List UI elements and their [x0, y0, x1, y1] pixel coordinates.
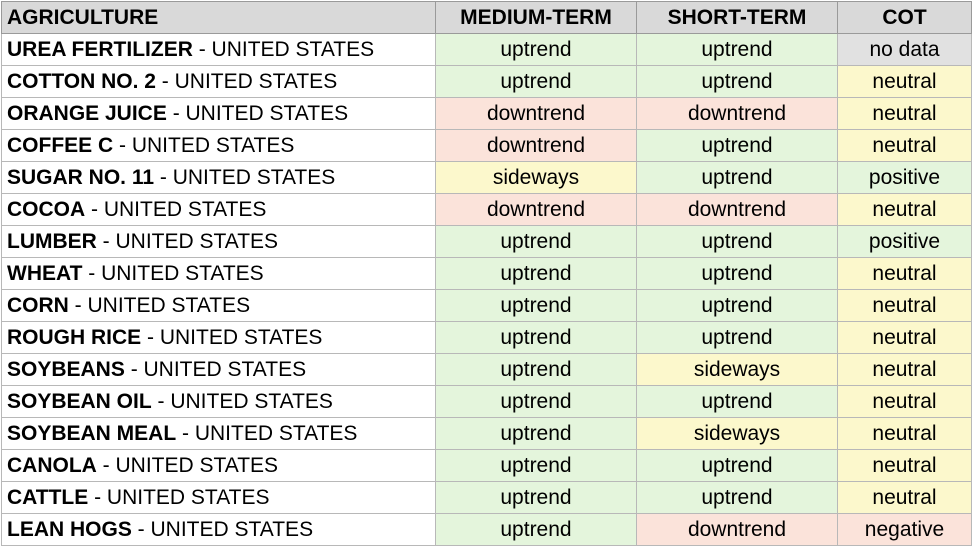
- medium-term-cell: uptrend: [436, 34, 637, 66]
- short-term-cell: uptrend: [637, 34, 838, 66]
- commodity-region: - UNITED STATES: [176, 421, 358, 445]
- commodity-name: UREA FERTILIZER: [7, 37, 193, 61]
- commodity-name: SOYBEAN OIL: [7, 389, 152, 413]
- commodity-cell: [2, 450, 436, 482]
- commodity-name: CATTLE: [7, 485, 89, 509]
- short-term-cell: downtrend: [637, 98, 838, 130]
- table-row: [2, 162, 972, 194]
- commodity-region: - UNITED STATES: [155, 69, 338, 93]
- commodity-cell: [2, 386, 436, 418]
- commodity-region: - UNITED STATES: [141, 325, 323, 349]
- table-row: [2, 98, 972, 130]
- table-row: [2, 194, 972, 226]
- commodity-region: - UNITED STATES: [68, 293, 251, 317]
- table-row: [2, 290, 972, 322]
- short-term-cell: uptrend: [637, 450, 838, 482]
- header-medium-term: MEDIUM-TERM: [436, 2, 637, 34]
- commodity-cell: [2, 34, 436, 66]
- table-row: [2, 34, 972, 66]
- commodity-region: - UNITED STATES: [131, 517, 314, 541]
- commodity-name: ROUGH RICE: [7, 325, 142, 349]
- commodity-name: COFFEE C: [7, 133, 114, 157]
- short-term-cell: sideways: [637, 418, 838, 450]
- short-term-cell: uptrend: [637, 322, 838, 354]
- cot-cell: positive: [838, 226, 972, 258]
- commodity-cell: [2, 514, 436, 546]
- commodity-cell: [2, 98, 436, 130]
- table-row: [2, 226, 972, 258]
- short-term-cell: uptrend: [637, 226, 838, 258]
- commodity-region: - UNITED STATES: [85, 197, 267, 221]
- medium-term-cell: uptrend: [436, 226, 637, 258]
- table-row: [2, 418, 972, 450]
- cot-cell: neutral: [838, 354, 972, 386]
- table-row: [2, 386, 972, 418]
- commodity-region: - UNITED STATES: [192, 37, 375, 61]
- cot-cell: neutral: [838, 130, 972, 162]
- commodity-cell: [2, 322, 436, 354]
- short-term-cell: uptrend: [637, 162, 838, 194]
- medium-term-cell: uptrend: [436, 418, 637, 450]
- short-term-cell: uptrend: [637, 482, 838, 514]
- short-term-cell: uptrend: [637, 290, 838, 322]
- medium-term-cell: downtrend: [436, 194, 637, 226]
- cot-cell: neutral: [838, 194, 972, 226]
- medium-term-cell: uptrend: [436, 386, 637, 418]
- table-row: [2, 450, 972, 482]
- cot-cell: neutral: [838, 322, 972, 354]
- commodity-cell: [2, 130, 436, 162]
- medium-term-cell: uptrend: [436, 66, 637, 98]
- header-cot: COT: [838, 2, 972, 34]
- short-term-cell: uptrend: [637, 130, 838, 162]
- medium-term-cell: uptrend: [436, 482, 637, 514]
- short-term-cell: downtrend: [637, 194, 838, 226]
- cot-cell: neutral: [838, 98, 972, 130]
- medium-term-cell: sideways: [436, 162, 637, 194]
- medium-term-cell: downtrend: [436, 98, 637, 130]
- medium-term-cell: uptrend: [436, 354, 637, 386]
- commodity-name: SOYBEANS: [7, 357, 125, 381]
- short-term-cell: uptrend: [637, 66, 838, 98]
- commodity-name: LEAN HOGS: [7, 517, 132, 541]
- cot-cell: neutral: [838, 386, 972, 418]
- cot-cell: neutral: [838, 66, 972, 98]
- medium-term-cell: uptrend: [436, 322, 637, 354]
- short-term-cell: uptrend: [637, 258, 838, 290]
- cot-cell: negative: [838, 514, 972, 546]
- agriculture-trend-table: [1, 1, 972, 546]
- header-row: [2, 2, 972, 34]
- commodity-name: COCOA: [7, 197, 86, 221]
- cot-cell: no data: [838, 34, 972, 66]
- commodity-name: ORANGE JUICE: [7, 101, 167, 125]
- cot-cell: neutral: [838, 482, 972, 514]
- header-short-term: SHORT-TERM: [637, 2, 838, 34]
- commodity-name: COTTON NO. 2: [7, 69, 156, 93]
- commodity-cell: [2, 258, 436, 290]
- table-row: [2, 514, 972, 546]
- table-row: [2, 130, 972, 162]
- commodity-name: CORN: [7, 293, 69, 317]
- commodity-cell: [2, 418, 436, 450]
- cot-cell: neutral: [838, 290, 972, 322]
- commodity-region: - UNITED STATES: [151, 389, 333, 413]
- commodity-region: - UNITED STATES: [113, 133, 295, 157]
- medium-term-cell: uptrend: [436, 450, 637, 482]
- table-row: [2, 322, 972, 354]
- commodity-cell: [2, 290, 436, 322]
- commodity-region: - UNITED STATES: [82, 261, 264, 285]
- commodity-cell: [2, 482, 436, 514]
- commodity-name: SOYBEAN MEAL: [7, 421, 177, 445]
- commodity-cell: [2, 162, 436, 194]
- commodity-cell: [2, 194, 436, 226]
- cot-cell: neutral: [838, 258, 972, 290]
- table-row: [2, 354, 972, 386]
- cot-cell: neutral: [838, 450, 972, 482]
- commodity-name: LUMBER: [7, 229, 97, 253]
- cot-cell: positive: [838, 162, 972, 194]
- commodity-name: SUGAR NO. 11: [7, 165, 155, 189]
- commodity-cell: [2, 66, 436, 98]
- medium-term-cell: uptrend: [436, 258, 637, 290]
- commodity-region: - UNITED STATES: [88, 485, 270, 509]
- commodity-cell: [2, 226, 436, 258]
- commodity-region: - UNITED STATES: [124, 357, 307, 381]
- header-agriculture: AGRICULTURE: [2, 2, 436, 34]
- commodity-cell: [2, 354, 436, 386]
- short-term-cell: uptrend: [637, 386, 838, 418]
- medium-term-cell: uptrend: [436, 290, 637, 322]
- commodity-region: - UNITED STATES: [96, 229, 279, 253]
- commodity-region: - UNITED STATES: [96, 453, 279, 477]
- commodity-region: - UNITED STATES: [166, 101, 349, 125]
- short-term-cell: sideways: [637, 354, 838, 386]
- commodity-name: WHEAT: [7, 261, 83, 285]
- commodity-region: - UNITED STATES: [154, 165, 336, 189]
- cot-cell: neutral: [838, 418, 972, 450]
- table-row: [2, 258, 972, 290]
- commodity-name: CANOLA: [7, 453, 97, 477]
- short-term-cell: downtrend: [637, 514, 838, 546]
- medium-term-cell: downtrend: [436, 130, 637, 162]
- table-row: [2, 66, 972, 98]
- table-body: [2, 34, 972, 546]
- table-row: [2, 482, 972, 514]
- medium-term-cell: uptrend: [436, 514, 637, 546]
